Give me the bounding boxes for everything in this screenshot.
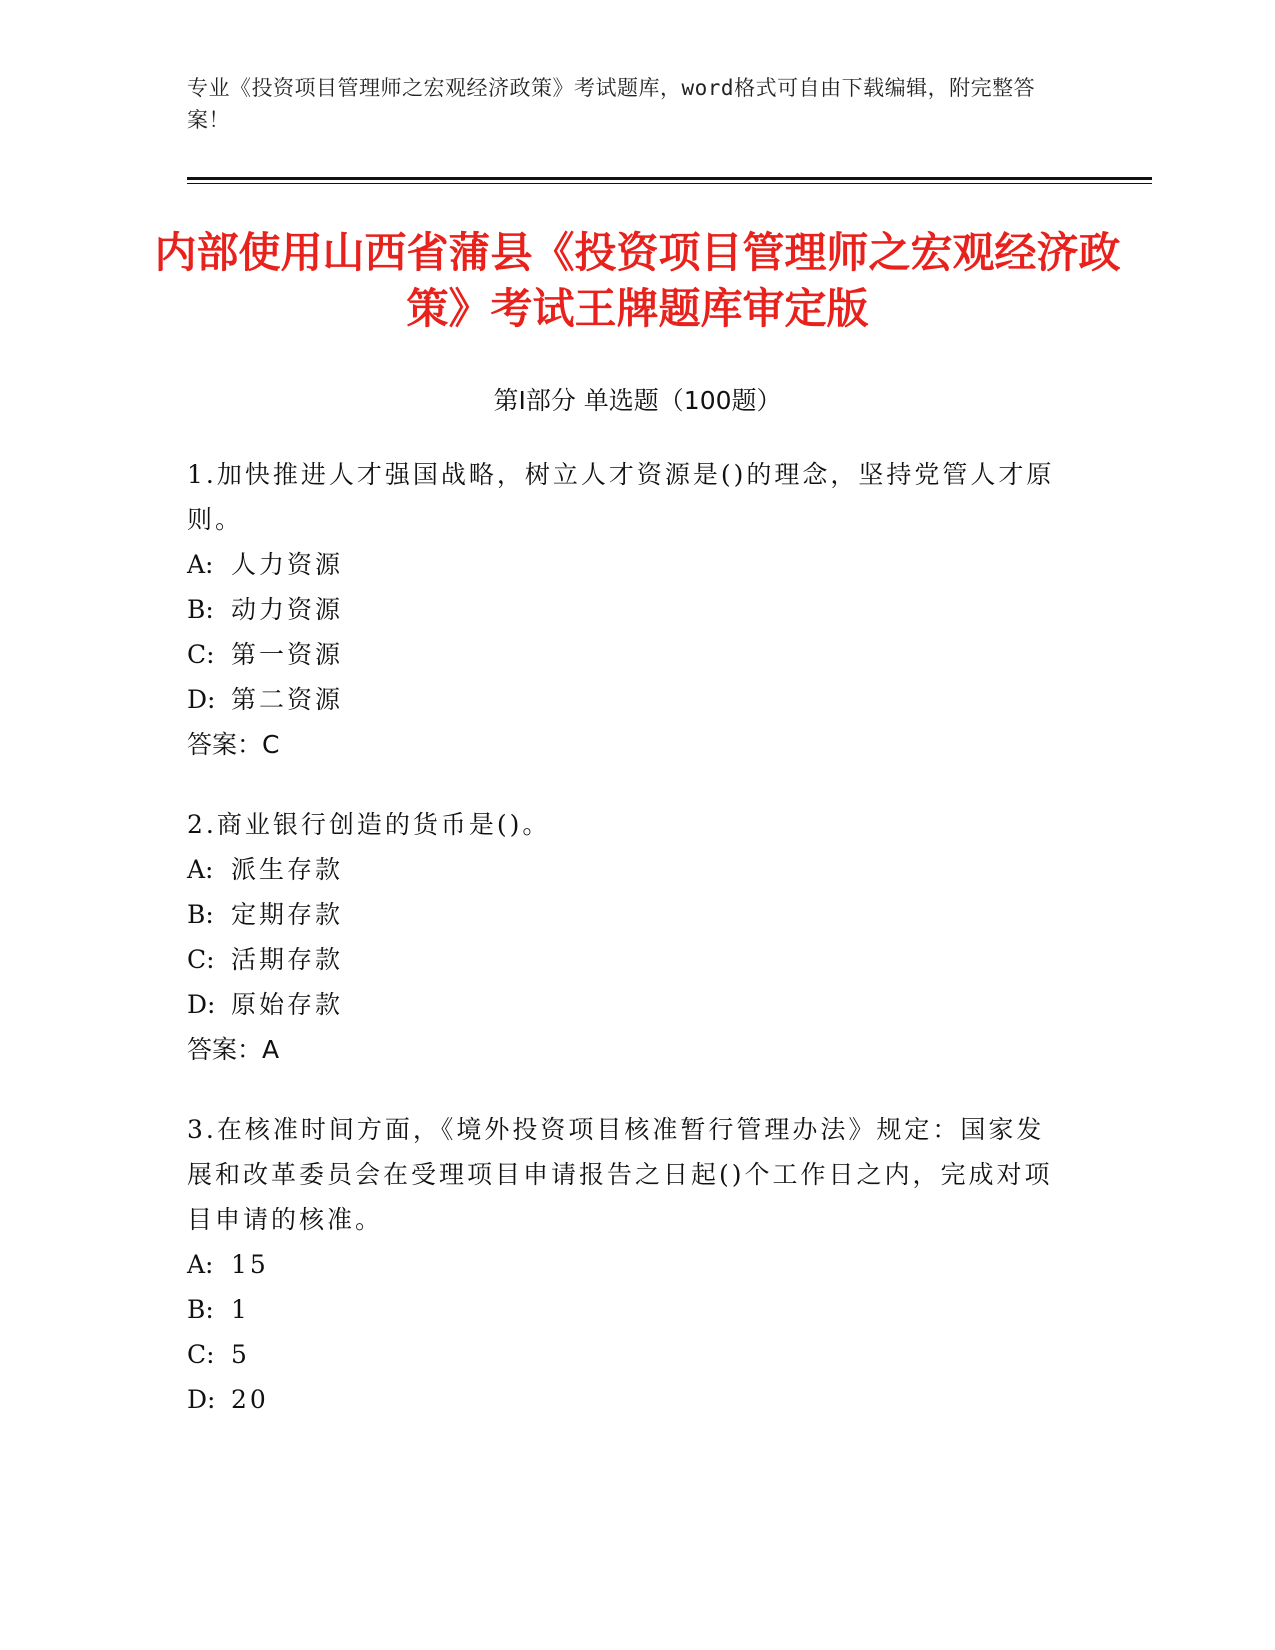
option-text: 5 [231,1340,250,1369]
option-c [187,1332,1067,1377]
document-title: 内部使用山西省蒲县《投资项目管理师之宏观经济政策》考试王牌题库审定版 [154,228,1121,333]
answer-line: 答案：A [187,1035,280,1064]
option-key: B: [187,595,214,624]
option-key: B: [187,1295,214,1324]
option-text: 1 [231,1295,250,1324]
question-text: 3.在核准时间方面，《境外投资项目核准暂行管理办法》规定：国家发展和改革委员会在受理项目申请报告之日起()个工作日之内，完成对项目申请的核准。 [187,1115,1053,1234]
header-divider-thin [187,183,1152,184]
option-c [187,632,1067,677]
option-key: B: [187,900,214,929]
option-text: 人力资源 [231,550,344,579]
option-a [187,1242,1067,1287]
option-key: C: [187,640,215,669]
option-d [187,1377,1067,1422]
option-key: D: [187,1385,216,1414]
option-key: D: [187,990,216,1019]
option-text: 动力资源 [231,595,344,624]
option-d [187,982,1067,1027]
question-3 [187,1107,1067,1422]
question-2 [187,802,1067,1072]
option-a [187,542,1067,587]
option-text: 原始存款 [231,990,344,1019]
question-text: 1.加快推进人才强国战略，树立人才资源是()的理念，坚持党管人才原则。 [187,460,1055,534]
option-text: 第二资源 [231,685,344,714]
option-text: 15 [231,1250,269,1279]
option-b [187,892,1067,937]
option-key: D: [187,685,216,714]
section-heading: 第I部分 单选题（100题） [493,386,782,415]
option-text: 20 [231,1385,269,1414]
option-text: 派生存款 [231,855,344,884]
option-key: A: [187,855,214,884]
answer-line: 答案：C [187,730,280,759]
header-note: 专业《投资项目管理师之宏观经济政策》考试题库，word格式可自由下载编辑，附完整答案！ [187,76,1036,132]
option-d [187,677,1067,722]
option-b [187,587,1067,632]
option-c [187,937,1067,982]
header-divider-thick [187,177,1152,180]
option-b [187,1287,1067,1332]
option-a [187,847,1067,892]
option-key: C: [187,1340,215,1369]
question-text: 2.商业银行创造的货币是()。 [187,810,551,839]
question-1 [187,452,1067,767]
option-key: A: [187,1250,214,1279]
option-key: C: [187,945,215,974]
option-text: 定期存款 [231,900,344,929]
option-text: 活期存款 [231,945,344,974]
option-key: A: [187,550,214,579]
option-text: 第一资源 [231,640,344,669]
